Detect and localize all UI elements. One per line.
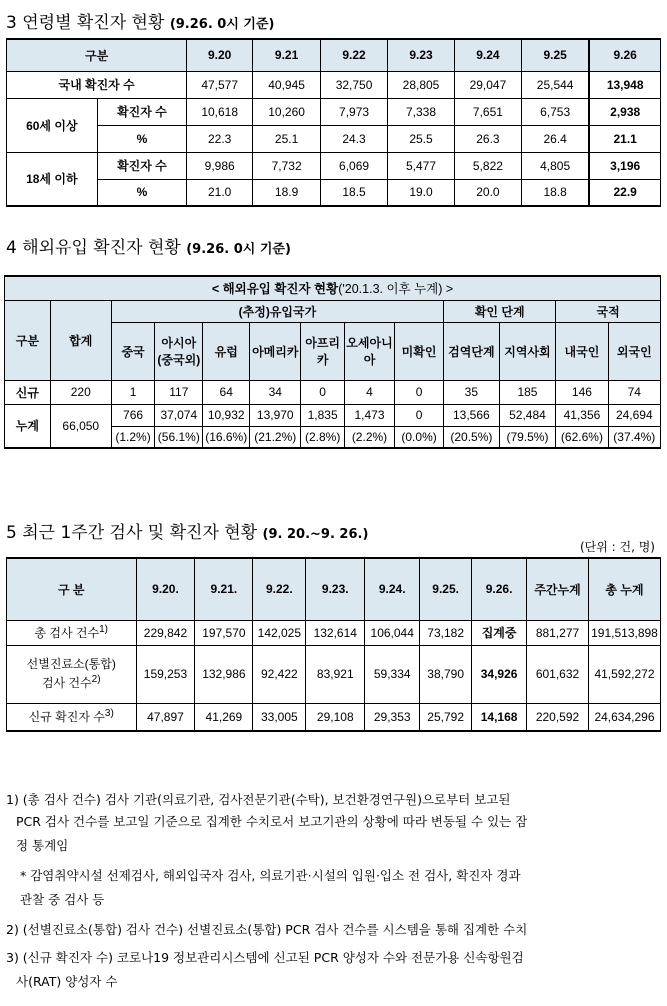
cell: 5,822 <box>454 152 521 179</box>
col-header: 9.24. <box>365 558 420 620</box>
cell: 0 <box>301 380 345 404</box>
cell: 29,353 <box>365 703 420 731</box>
cell: 52,484 <box>499 404 556 426</box>
col-header: 9.20. <box>136 558 195 620</box>
cell: (37.4%) <box>608 426 660 448</box>
col-header: 9.25. <box>420 558 472 620</box>
cell: 집계중 <box>472 620 527 645</box>
col-header: 아메리카 <box>250 322 301 380</box>
cell: 7,651 <box>454 98 521 125</box>
cell: 10,932 <box>203 404 250 426</box>
cell: 0 <box>395 404 444 426</box>
table-banner: < 해외유입 확진자 현황('20.1.3. 이후 누계) > <box>5 276 661 300</box>
cell: 881,277 <box>527 620 589 645</box>
cell: 1,473 <box>344 404 394 426</box>
col-header: 9.22 <box>321 39 388 71</box>
row-label: 국내 확진자 수 <box>7 71 187 98</box>
col-header: 총 누계 <box>588 558 660 620</box>
col-header: 유럽 <box>203 322 250 380</box>
col-header: 외국인 <box>608 322 660 380</box>
cell: 21.1 <box>589 125 660 152</box>
cell: 41,592,272 <box>588 645 660 703</box>
cell: (79.5%) <box>499 426 556 448</box>
col-header: 9.21 <box>253 39 321 71</box>
cell: 18.9 <box>253 179 321 206</box>
cell: 14,168 <box>472 703 527 731</box>
cell: (1.2%) <box>111 426 155 448</box>
sec3-title: 3 연령별 확진자 현황 (9.26. 0시 기준) <box>6 13 275 33</box>
cell: 1,835 <box>301 404 345 426</box>
cell: 1 <box>111 380 155 404</box>
cell: 220 <box>50 380 111 404</box>
row-label: 선별진료소(통합) 검사 건수$^{2)}$ <box>7 645 137 703</box>
cell: 25.1 <box>253 125 321 152</box>
cell: 32,750 <box>321 71 388 98</box>
sec4-title: 4 해외유입 확진자 현황 (9.26. 0시 기준) <box>6 238 291 258</box>
tests-table <box>6 557 661 732</box>
col-header: 9.24 <box>454 39 521 71</box>
cell: 29,047 <box>454 71 521 98</box>
row-label: 총 검사 건수$^{1)}$ <box>7 620 137 645</box>
cell: 41,269 <box>195 703 253 731</box>
cell: 19.0 <box>388 179 455 206</box>
col-header: 9.20 <box>187 39 253 71</box>
cell: (0.0%) <box>395 426 444 448</box>
col-header: 구분 <box>5 300 51 380</box>
cell: 4 <box>344 380 394 404</box>
col-header: 구분 <box>7 39 187 71</box>
cell: 6,753 <box>521 98 589 125</box>
age-table <box>6 38 661 207</box>
col-header: 9.25 <box>521 39 589 71</box>
unit-label: (단위 : 건, 명) <box>579 540 655 554</box>
cell: 37,074 <box>155 404 203 426</box>
cell: 41,356 <box>556 404 608 426</box>
cell: 35 <box>444 380 500 404</box>
row-sublabel: 확진자 수 <box>97 98 187 125</box>
footnote-1-star: * 감염취약시설 선제검사, 해외입국자 검사, 의료기관·시설의 입원·입소 전 검사, 확진자 경과 <box>20 868 521 883</box>
col-header: 아시아(중국외) <box>155 322 203 380</box>
cell: 22.9 <box>589 179 660 206</box>
row-sublabel: 확진자 수 <box>97 152 187 179</box>
cell: 106,044 <box>365 620 420 645</box>
col-header: 주간누계 <box>527 558 589 620</box>
col-header: 중국 <box>111 322 155 380</box>
cell: 29,108 <box>306 703 365 731</box>
row-label: 신규 <box>5 380 51 404</box>
cell: 59,334 <box>365 645 420 703</box>
cell: 13,970 <box>250 404 301 426</box>
col-header: 9.22. <box>253 558 306 620</box>
cell: 146 <box>556 380 608 404</box>
col-header: 9.23 <box>388 39 455 71</box>
cell: 0 <box>395 380 444 404</box>
sec5-title: 5 최근 1주간 검사 및 확진자 현황 (9. 20.~9. 26.) <box>6 523 369 543</box>
cell: 92,422 <box>253 645 306 703</box>
cell: (56.1%) <box>155 426 203 448</box>
cell: 26.4 <box>521 125 589 152</box>
col-header: 9.26. <box>472 558 527 620</box>
cell: 34 <box>250 380 301 404</box>
cell: 766 <box>111 404 155 426</box>
cell: 229,842 <box>136 620 195 645</box>
cell: 7,732 <box>253 152 321 179</box>
cell: 47,897 <box>136 703 195 731</box>
col-header: 지역사회 <box>499 322 556 380</box>
cell: 197,570 <box>195 620 253 645</box>
cell: 24,634,296 <box>588 703 660 731</box>
cell: (20.5%) <box>444 426 500 448</box>
cell: 185 <box>499 380 556 404</box>
cell: 74 <box>608 380 660 404</box>
cell: 601,632 <box>527 645 589 703</box>
cell: 9,986 <box>187 152 253 179</box>
cell: 132,986 <box>195 645 253 703</box>
row-label: 신규 확진자 수$^{3)}$ <box>7 703 137 731</box>
cell: 22.3 <box>187 125 253 152</box>
cell: (62.6%) <box>556 426 608 448</box>
cell: (2.8%) <box>301 426 345 448</box>
cell: 24.3 <box>321 125 388 152</box>
col-header: 합계 <box>50 300 111 380</box>
cell: 21.0 <box>187 179 253 206</box>
cell: 13,948 <box>589 71 660 98</box>
row-label: 60세 이상 <box>7 98 98 152</box>
col-header: 구 분 <box>7 558 137 620</box>
cell: 73,182 <box>420 620 472 645</box>
cell: 191,513,898 <box>588 620 660 645</box>
cell: 2,938 <box>589 98 660 125</box>
cell: 5,477 <box>388 152 455 179</box>
cell: 47,577 <box>187 71 253 98</box>
cell: 25,544 <box>521 71 589 98</box>
col-header: 확인 단계 <box>444 300 556 322</box>
cell: (2.2%) <box>344 426 394 448</box>
cell: 24,694 <box>608 404 660 426</box>
footnote-1-cont: 정 통계임 <box>16 838 69 853</box>
footnote-1-star-cont: 관찰 중 검사 등 <box>20 892 105 907</box>
cell: 10,618 <box>187 98 253 125</box>
footnote-1-cont: PCR 검사 건수를 보고일 기준으로 집계한 수치로서 보고기관의 상황에 따라 변동될 수 있는 잠 <box>16 814 528 829</box>
row-label: 18세 이하 <box>7 152 98 206</box>
cell: 26.3 <box>454 125 521 152</box>
cell: 18.8 <box>521 179 589 206</box>
col-header: 오세아니아 <box>344 322 394 380</box>
cell: 159,253 <box>136 645 195 703</box>
cell: 13,566 <box>444 404 500 426</box>
footnote-3-cont: 사(RAT) 양성자 수 <box>16 974 118 989</box>
footnote-3: 3) (신규 확진자 수) 코로나19 정보관리시스템에 신고된 PCR 양성자 수와 전문가용 신속항원검 <box>6 950 524 965</box>
cell: 7,973 <box>321 98 388 125</box>
cell: 20.0 <box>454 179 521 206</box>
col-header: 미확인 <box>395 322 444 380</box>
cell: 40,945 <box>253 71 321 98</box>
footnote-2: 2) (선별진료소(통합) 검사 건수) 선별진료소(통합) PCR 검사 건수를 시스템을 통해 집계한 수치 <box>6 922 528 937</box>
cell: 10,260 <box>253 98 321 125</box>
cell: 132,614 <box>306 620 365 645</box>
cell: 18.5 <box>321 179 388 206</box>
cell: 83,921 <box>306 645 365 703</box>
cell: 28,805 <box>388 71 455 98</box>
row-label: 누계 <box>5 404 51 448</box>
row-sublabel: % <box>97 179 187 206</box>
cell: 4,805 <box>521 152 589 179</box>
cell: 6,069 <box>321 152 388 179</box>
cell: 33,005 <box>253 703 306 731</box>
col-header: 검역단계 <box>444 322 500 380</box>
cell: (21.2%) <box>250 426 301 448</box>
row-sublabel: % <box>97 125 187 152</box>
col-header: (추정)유입국가 <box>111 300 443 322</box>
col-header: 9.21. <box>195 558 253 620</box>
cell: 64 <box>203 380 250 404</box>
cell: 34,926 <box>472 645 527 703</box>
cell: 25.5 <box>388 125 455 152</box>
col-header: 9.23. <box>306 558 365 620</box>
cell: 38,790 <box>420 645 472 703</box>
cell: 117 <box>155 380 203 404</box>
footnote-1: 1) (총 검사 건수) 검사 기관(의료기관, 검사전문기관(수탁), 보건환경연구원)으로부터 보고된 <box>6 792 511 807</box>
col-header: 9.26 <box>589 39 660 71</box>
cell: 25,792 <box>420 703 472 731</box>
col-header: 아프리카 <box>301 322 345 380</box>
cell: 7,338 <box>388 98 455 125</box>
cell: 142,025 <box>253 620 306 645</box>
col-header: 국적 <box>556 300 661 322</box>
cell: 220,592 <box>527 703 589 731</box>
overseas-table <box>4 275 661 449</box>
cell: 66,050 <box>50 404 111 448</box>
cell: 3,196 <box>589 152 660 179</box>
col-header: 내국인 <box>556 322 608 380</box>
cell: (16.6%) <box>203 426 250 448</box>
